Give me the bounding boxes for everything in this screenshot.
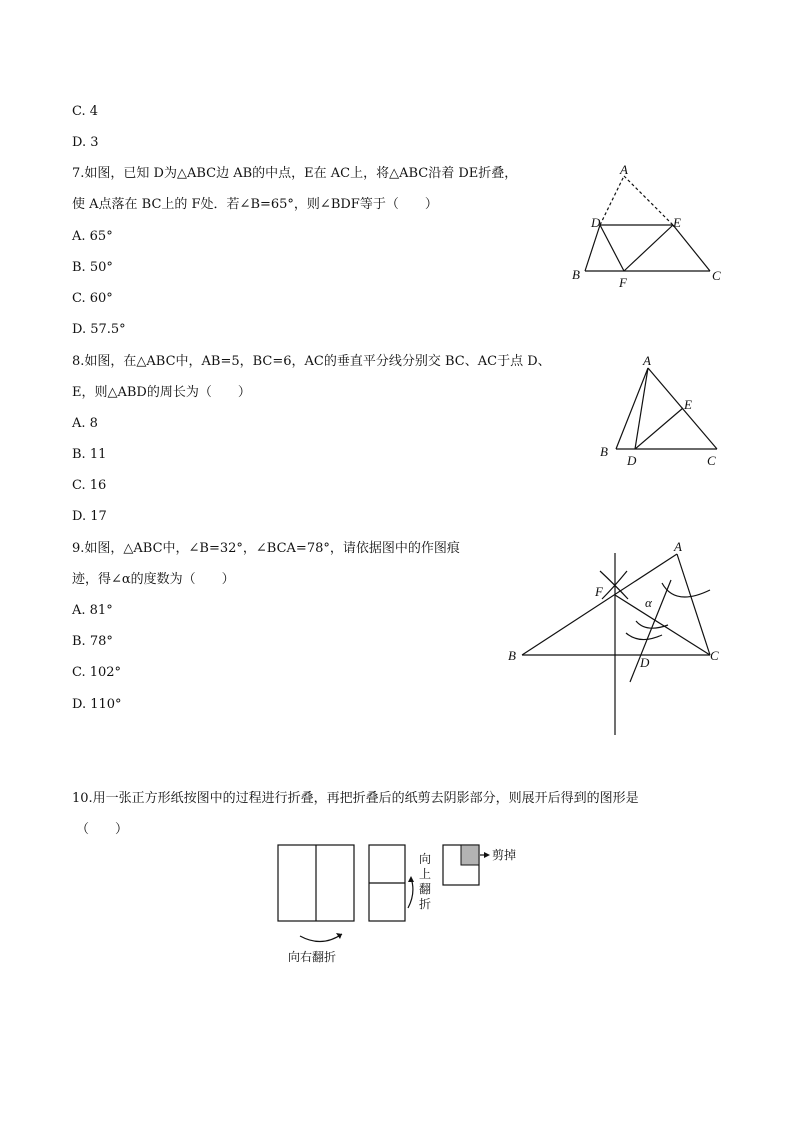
q8-segment-ad (635, 368, 648, 449)
q8-stem-line2: E，则△ABD的周长为（ ） (72, 385, 251, 400)
q7-dashed-ad (600, 176, 624, 225)
q10-stem-line1: 10.用一张正方形纸按图中的过程进行折叠，再把折叠后的纸剪去阴影部分，则展开后得到的图形是 (72, 791, 639, 806)
q9-segment-ab (522, 554, 677, 655)
q7-stem-line1: 7.如图，已知 D为△ABC边 AB的中点，E在 AC上，将△ABC沿着 DE折叠， (72, 166, 518, 181)
q10-shaded-cut-region (461, 845, 479, 865)
q9-stem-line2: 迹，得∠α的度数为（ ） (72, 572, 235, 587)
q8-label-e: E (684, 397, 692, 412)
q9-option-c: C. 102° (72, 665, 122, 680)
q10-cut-arrow-head (484, 852, 490, 858)
q7-label-c: C (712, 268, 721, 283)
q7-label-d: D (591, 215, 601, 230)
q10-arrow-right-head (336, 933, 342, 939)
q7-stem-line2: 使 A点落在 BC上的 F处．若∠B=65°，则∠BDF等于（ ） (72, 197, 438, 212)
q7-segment-ef (624, 225, 673, 271)
q8-figure (590, 350, 730, 470)
q9-option-d: D. 110° (72, 697, 122, 712)
q9-arc-small-1 (626, 633, 662, 640)
q7-option-d: D. 57.5° (72, 322, 126, 337)
q10-label-fold-up-3: 翻 (419, 882, 432, 896)
q7-label-b: B (572, 267, 580, 282)
q8-label-c: C (707, 453, 716, 468)
q7-segment-df (600, 225, 624, 271)
q8-stem-line1: 8.如图，在△ABC中，AB=5，BC=6，AC的垂直平分线分别交 BC、AC于点 D、 (72, 354, 551, 369)
option-d-prev: D. 3 (72, 135, 99, 150)
q9-stem-line1: 9.如图，△ABC中，∠B=32°，∠BCA=78°，请依据图中的作图痕 (72, 541, 460, 556)
q9-figure (500, 535, 730, 740)
q8-label-a: A (643, 353, 651, 368)
q8-segment-de (635, 408, 683, 449)
q9-label-c: C (710, 648, 719, 663)
q8-label-d: D (627, 453, 637, 468)
q10-arrow-up-curve (408, 878, 413, 908)
q10-stem-line2: （ ） (76, 822, 129, 837)
q7-label-e: E (673, 215, 681, 230)
q8-segment-ab (616, 368, 648, 449)
q9-label-a: A (674, 539, 682, 554)
q7-label-f: F (619, 275, 627, 290)
q7-option-c: C. 60° (72, 291, 113, 306)
q10-label-fold-up-2: 上 (419, 867, 432, 881)
q10-label-fold-up-4: 折 (419, 897, 432, 911)
q8-option-b: B. 11 (72, 447, 107, 462)
q7-segment-ec (673, 225, 710, 271)
q9-segment-fc (615, 595, 710, 655)
q8-option-c: C. 16 (72, 478, 107, 493)
q9-option-a: A. 81° (72, 603, 113, 618)
q8-label-b: B (600, 444, 608, 459)
q10-label-fold-right: 向右翻折 (288, 950, 337, 964)
q7-segment-bd (585, 225, 600, 271)
q8-option-d: D. 17 (72, 509, 107, 524)
q7-option-b: B. 50° (72, 260, 113, 275)
q10-arrow-right-curve (300, 934, 342, 942)
q9-option-b: B. 78° (72, 634, 113, 649)
q7-dashed-ae (624, 176, 673, 225)
q9-label-d: D (640, 655, 650, 670)
q9-segment-ac (677, 554, 710, 655)
q9-label-f: F (595, 584, 603, 599)
q9-label-b: B (508, 648, 516, 663)
q9-label-alpha: α (645, 595, 652, 610)
q7-option-a: A. 65° (72, 229, 113, 244)
q10-figure (270, 838, 540, 968)
q8-option-a: A. 8 (72, 416, 98, 431)
q10-arrow-up-head (408, 876, 414, 882)
q10-label-fold-up-1: 向 (419, 852, 432, 866)
q10-label-cut: 剪掉 (492, 848, 517, 862)
option-c-prev: C. 4 (72, 104, 99, 119)
q7-label-a: A (620, 162, 628, 177)
q7-figure (560, 160, 740, 295)
